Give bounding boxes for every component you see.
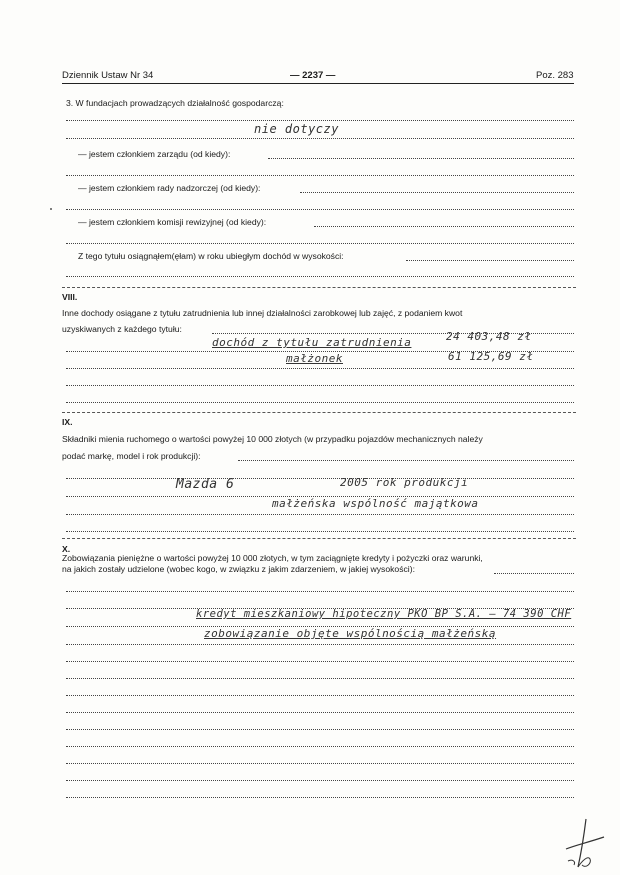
fill-line xyxy=(66,514,574,515)
fill-line xyxy=(66,478,574,479)
handwriting-amount-2: 61 125,69 zł xyxy=(448,350,534,363)
fill-line xyxy=(66,175,574,176)
fill-line xyxy=(66,729,574,730)
margin-dot xyxy=(50,208,52,210)
zarzad-label: — jestem członkiem zarządu (od kiedy): xyxy=(78,149,231,159)
fill-line xyxy=(66,661,574,662)
handwriting-credit: kredyt mieszkaniowy hipoteczny PKO BP S.A. — 74 390 CHF xyxy=(196,608,572,620)
section-x-text-line2: na jakich zostały udzielone (wobec kogo, w związku z jakim zdarzeniem, w jakiej wysokości): xyxy=(62,564,415,574)
fill-line xyxy=(66,591,574,592)
handwriting-car-model: Mazda 6 xyxy=(176,477,235,492)
handwriting-car-year: 2005 rok produkcji xyxy=(340,476,469,489)
fill-line xyxy=(314,226,574,227)
section-viii-text-line2: uzyskiwanych z każdego tytułu: xyxy=(62,324,182,334)
fill-line xyxy=(66,276,574,277)
handwriting-malzonek: małżonek xyxy=(286,352,343,365)
handwriting-amount-1: 24 403,48 zł xyxy=(446,330,532,343)
dochod-label: Z tego tytułu osiągnąłem(ęłam) w roku ubiegłym dochód w wysokości: xyxy=(78,251,344,261)
section-separator xyxy=(62,538,576,539)
rada-label: — jestem członkiem rady nadzorczej (od kiedy): xyxy=(78,183,261,193)
fill-line xyxy=(66,678,574,679)
fill-line xyxy=(66,243,574,244)
fill-line xyxy=(66,368,574,369)
handwriting-dochod: dochód z tytułu zatrudnienia xyxy=(212,336,412,349)
fill-line xyxy=(238,460,574,461)
fill-line xyxy=(66,746,574,747)
fill-line xyxy=(66,644,574,645)
fill-line xyxy=(66,797,574,798)
page-number: — 2237 — xyxy=(290,70,336,81)
fill-line xyxy=(66,385,574,386)
journal-name: Dziennik Ustaw Nr 34 xyxy=(62,70,154,81)
fill-line xyxy=(268,158,574,159)
fill-line xyxy=(66,531,574,532)
fill-line xyxy=(66,138,574,139)
section-x-text-line1: Zobowiązania pieniężne o wartości powyżej 10 000 złotych, w tym zaciągnięte kredyty i pożyczki oraz warunki, xyxy=(62,553,483,563)
handwriting-nie-dotyczy: nie dotyczy xyxy=(254,122,339,136)
fill-line xyxy=(66,763,574,764)
position-number: Poz. 283 xyxy=(536,70,574,81)
fill-line xyxy=(66,209,574,210)
handwriting-obligation: zobowiązanie objęte wspólnością małżeńską xyxy=(204,627,497,640)
komisja-label: — jestem członkiem komisji rewizyjnej (od kiedy): xyxy=(78,217,267,227)
fill-line xyxy=(66,780,574,781)
section-separator xyxy=(62,412,576,413)
fill-line xyxy=(66,120,574,121)
fill-line xyxy=(66,712,574,713)
header-rule xyxy=(62,83,574,84)
handwriting-ownership: małżeńska wspólność majątkowa xyxy=(272,497,479,510)
section-separator xyxy=(62,287,576,288)
fill-line xyxy=(494,573,574,574)
initials-signature xyxy=(560,815,610,875)
fill-line xyxy=(66,695,574,696)
section-ix-number: IX. xyxy=(62,417,73,427)
section-viii-text-line1: Inne dochody osiągane z tytułu zatrudnienia lub innej działalności zarobkowej lub zajęć, z podaniem kwot xyxy=(62,308,463,318)
section-ix-text-line1: Składniki mienia ruchomego o wartości powyżej 10 000 złotych (w przypadku pojazdów mechanicznych należy xyxy=(62,434,483,444)
section-x-number: X. xyxy=(62,544,71,554)
fill-line xyxy=(300,192,574,193)
fill-line xyxy=(66,402,574,403)
section-ix-text-line2: podać markę, model i rok produkcji): xyxy=(62,451,201,461)
fill-line xyxy=(406,260,574,261)
section-viii-number: VIII. xyxy=(62,292,78,302)
section-3-title: 3. W fundacjach prowadzących działalność gospodarczą: xyxy=(66,98,284,108)
